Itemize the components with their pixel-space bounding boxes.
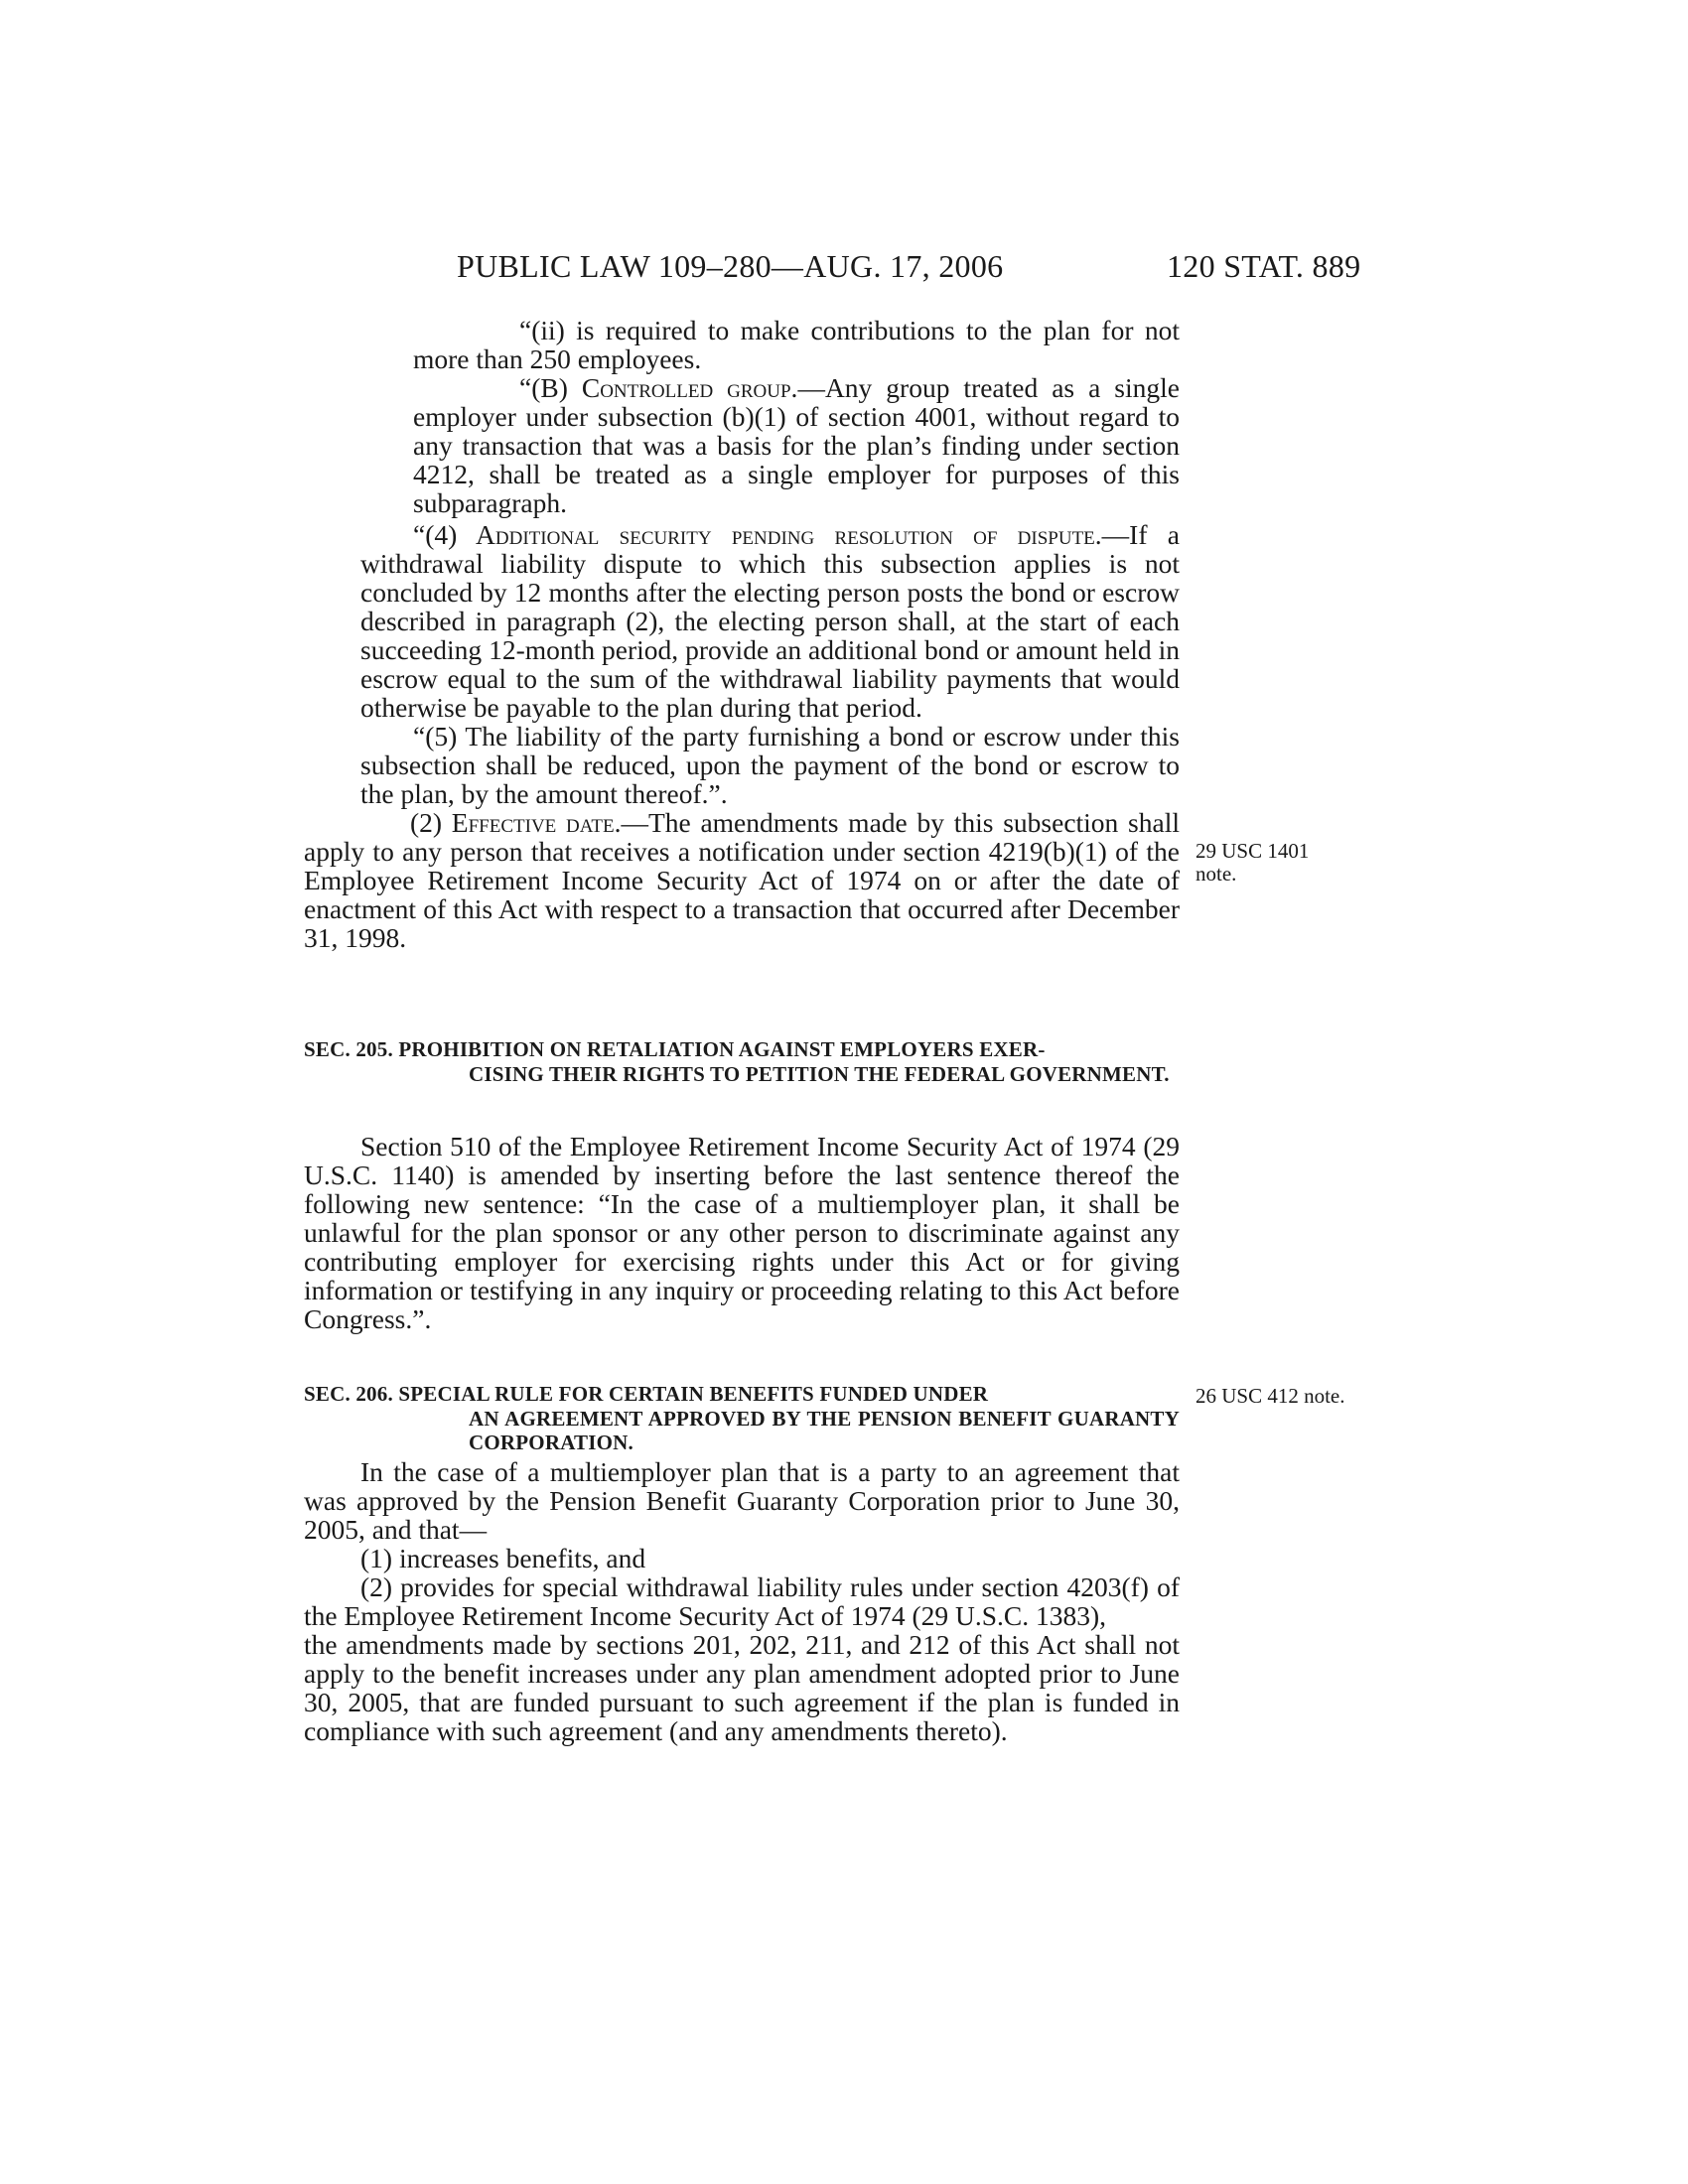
clause-ii: “(ii) is required to make contributions to the plan for not more than 250 employees.	[413, 315, 1180, 374]
subparagraph-b-heading: “(B) Controlled group.	[519, 372, 798, 403]
paragraph-4-text: —If a withdrawal liability dispute to which this subsection applies is not concluded by 12 months after the electing person posts the bond or escrow described in paragraph (2), the electing person shall, at the start of each succeeding 12-month period, provide an additional bond or amount held in escrow equal to the sum of the withdrawal liability payments that would otherwise be payable to the plan during that period.	[360, 519, 1180, 723]
section-206-intro: In the case of a multiemployer plan that is a party to an agreement that was approved by the Pension Benefit Guaranty Corporation prior to June 30, 2005, and that—	[304, 1456, 1180, 1545]
margin-note-line: note.	[1196, 862, 1237, 886]
effective-date-paragraph	[304, 808, 1180, 952]
section-205-body	[304, 1132, 1180, 1333]
section-205-heading-line1: SEC. 205. PROHIBITION ON RETALIATION AGAINST EMPLOYERS EXER-	[304, 1037, 1046, 1061]
subparagraph-b	[413, 373, 1180, 517]
subparagraph-block	[413, 316, 1180, 517]
section-206-heading-rest: AN AGREEMENT APPROVED BY THE PENSION BENEFIT GUARANTY CORPORATION.	[469, 1406, 1180, 1454]
section-206-heading-line1: SEC. 206. SPECIAL RULE FOR CERTAIN BENEFITS FUNDED UNDER	[304, 1382, 989, 1406]
section-206-heading	[304, 1382, 1180, 1455]
section-205-text: Section 510 of the Employee Retirement Income Security Act of 1974 (29 U.S.C. 1140) is amended by inserting before the last sentence thereof the following new sentence: “In the case of a multiemployer plan, it shall be unlawful for the plan sponsor or any other person to discriminate against any contributing employer for exercising rights under this Act or for giving information or testifying in any inquiry or proceeding relating to this Act before Congress.”.	[304, 1131, 1180, 1334]
paragraph-4	[360, 520, 1180, 722]
paragraph-block	[304, 519, 1180, 953]
section-206-body	[304, 1457, 1180, 1745]
margin-note-line: 29 USC 1401	[1196, 839, 1310, 863]
section-206-item-1: (1) increases benefits, and	[360, 1543, 646, 1573]
section-205-heading	[304, 1037, 1180, 1086]
margin-note-29-usc-1401	[1196, 840, 1309, 886]
section-206-item-2: (2) provides for special withdrawal liability rules under section 4203(f) of the Employee Retirement Income Security Act of 1974 (29 U.S.C. 1383),	[304, 1571, 1180, 1631]
section-205-heading-rest: CISING THEIR RIGHTS TO PETITION THE FEDERAL GOVERNMENT.	[469, 1061, 1170, 1086]
effective-date-heading: (2) Effective date.	[410, 807, 622, 838]
section-206-closing: the amendments made by sections 201, 202, 211, and 212 of this Act shall not apply to the benefit increases under any plan amendment adopted prior to June 30, 2005, that are funded pursuant to such agreement if the plan is funded in compliance with such agreement (and any amendments thereto).	[304, 1629, 1180, 1746]
paragraph-5: “(5) The liability of the party furnishing a bond or escrow under this subsection shall be reduced, upon the payment of the bond or escrow to the plan, by the amount thereof.”.	[360, 721, 1180, 809]
page-number: 120 STAT. 889	[1167, 248, 1361, 284]
margin-note-26-usc-412: 26 USC 412 note.	[1196, 1384, 1345, 1408]
effective-date-text: —The amendments made by this subsection shall apply to any person that receives a notification under section 4219(b)(1) of the Employee Retirement Income Security Act of 1974 on or after the date of enactment of this Act with respect to a transaction that occurred after December 31, 1998.	[304, 807, 1180, 953]
paragraph-4-heading: “(4) Additional security pending resolution of dispute.	[413, 519, 1102, 550]
subparagraph-b-text: —Any group treated as a single employer under subsection (b)(1) of section 4001, without regard to any transaction that was a basis for the plan’s finding under section 4212, shall be treated as a single employer for purposes of this subparagraph.	[413, 372, 1180, 518]
running-header-title: PUBLIC LAW 109–280—AUG. 17, 2006	[457, 248, 1004, 284]
